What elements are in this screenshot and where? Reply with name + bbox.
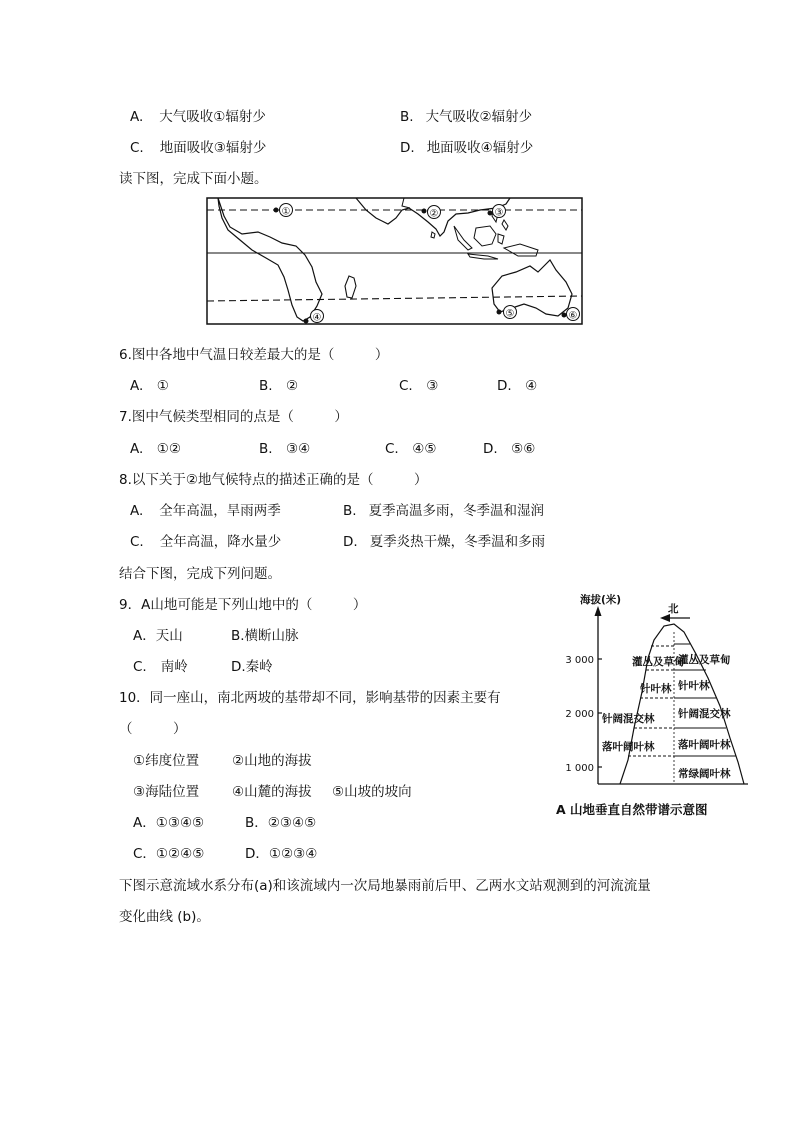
north-label: 北 [668,603,679,615]
south-zone-coniferous: 针叶林 [678,680,710,692]
q8-option-c [130,530,281,550]
q10-stem-paren: （ ） [119,721,187,737]
option-letter: C. [130,534,144,550]
q10-option-b: B．②③④⑤ [245,815,317,831]
q8-option-b [343,499,544,519]
q6-option-a: A. ① [130,378,169,394]
north-zone-mixed-forest: 针阔混交林 [602,713,655,725]
q5-option-a [130,105,266,125]
q10-option-a: A．①③④⑤ [133,815,205,831]
north-zone-deciduous: 落叶阔叶林 [602,741,655,753]
y-axis-label: 海拔(米) [580,594,622,606]
q7-option-b: B. ③④ [259,441,311,457]
q9-option-d: D.秦岭 [231,659,273,675]
option-letter: B. [400,109,414,125]
q10-stem: 10．同一座山，南北两坡的基带却不同，影响基带的因素主要有 [119,690,501,706]
q10-factor-5: ⑤山坡的坡向 [332,784,412,800]
q5-option-d [400,136,533,156]
option-letter: D. [343,534,358,550]
q8-stem: 8.以下关于②地气候特点的描述正确的是（ ） [119,472,428,488]
q8-option-a [130,499,281,519]
q10-factor-3: ③海陆位置 [133,784,200,800]
option-text: 地面吸收④辐射少 [426,140,534,156]
south-zone-evergreen: 常绿阔叶林 [678,768,731,780]
option-text: 地面吸收③辐射少 [159,140,267,156]
q5-option-c [130,136,266,156]
q7-stem: 7.图中气候类型相同的点是（ ） [119,409,348,425]
option-text: 大气吸收①辐射少 [159,109,266,125]
q10-option-d: D．①②③④ [245,846,318,862]
q7-option-d: D. ⑤⑥ [483,441,536,457]
q9-stem: 9．A山地可能是下列山地中的（ ） [119,597,367,613]
option-letter: D. [400,140,415,156]
south-zone-shrub-meadow: 灌丛及草甸 [678,654,731,666]
q6-option-b: B. ② [259,378,299,394]
svg-text:⑤: ⑤ [505,308,515,320]
tick-label-1000: 1 000 [565,763,594,774]
option-text: 夏季炎热干燥，冬季温和多雨 [369,534,546,550]
q7-option-c: C. ④⑤ [385,441,437,457]
y-axis-arrow-icon [595,606,602,616]
option-text: 全年高温，旱雨两季 [159,503,281,519]
option-letter: A. [130,109,144,125]
intro-mountain-text: 结合下图，完成下列问题。 [119,566,281,582]
option-letter: A. [130,503,144,519]
tick-label-3000: 3 000 [565,655,594,666]
svg-text:①: ① [281,206,291,218]
tick-label-2000: 2 000 [565,709,594,720]
svg-text:④: ④ [312,312,322,324]
q8-option-d [343,530,545,550]
q7-option-a: A. ①② [130,441,181,457]
intro-map-text: 读下图，完成下面小题。 [119,171,268,187]
north-arrow-icon [660,614,670,622]
north-zone-shrub-meadow: 灌丛及草甸 [632,656,685,668]
option-letter: C. [130,140,144,156]
q9-option-b: B.横断山脉 [231,628,299,644]
south-zone-deciduous: 落叶阔叶林 [678,739,731,751]
vertical-zone-diagram [556,588,762,824]
q6-stem: 6.图中各地中气温日较差最大的是（ ） [119,347,389,363]
north-zone-coniferous: 针叶林 [640,683,672,695]
option-letter: B. [343,503,357,519]
q10-option-c: C．①②④⑤ [133,846,205,862]
q9-option-c [133,655,188,675]
q10-factor-2: ②山地的海拔 [232,753,312,769]
q9-option-a: A．天山 [133,628,183,644]
world-map-figure [206,196,583,326]
option-letter: C. [133,659,147,675]
svg-text:③: ③ [494,207,504,219]
intro-river-line2: 变化曲线 (b)。 [119,909,210,925]
south-zone-mixed-forest: 针阔混交林 [678,708,731,720]
q10-factor-1: ①纬度位置 [133,753,200,769]
q6-option-c: C. ③ [399,378,439,394]
svg-text:②: ② [429,208,439,220]
mountain-outline [620,624,744,784]
option-text: 全年高温，降水量少 [159,534,282,550]
intro-river-line1: 下图示意流域水系分布(a)和该流域内一次局地暴雨前后甲、乙两水文站观测到的河流流量 [119,878,651,894]
option-text: 夏季高温多雨，冬季温和湿润 [368,503,545,519]
svg-text:⑥: ⑥ [568,310,578,322]
q10-factor-4: ④山麓的海拔 [232,784,312,800]
diagram-caption: A 山地垂直自然带谱示意图 [556,802,708,817]
q5-option-b [400,105,532,125]
option-text: 南岭 [160,659,188,675]
option-text: 大气吸收②辐射少 [425,109,533,125]
q6-option-d: D. ④ [497,378,538,394]
